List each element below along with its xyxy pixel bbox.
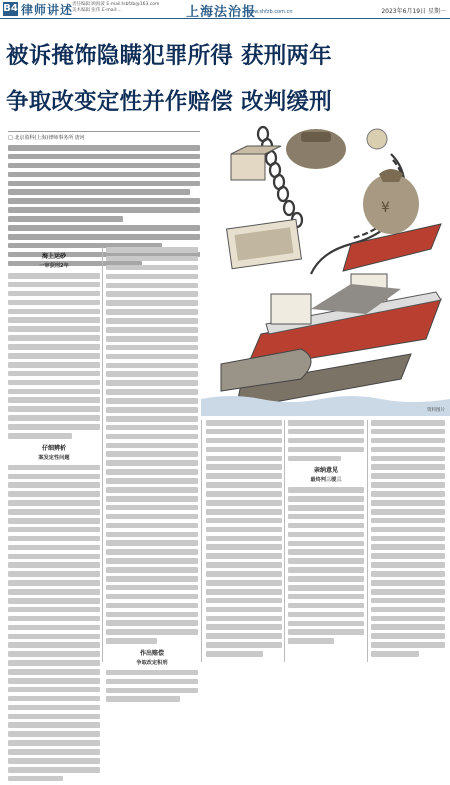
subhead-3b: 争取改定积刑	[136, 659, 168, 666]
article-column-3	[206, 420, 282, 660]
headline-line-2: 争取改变定性并作赔偿 改判缓刑	[6, 89, 332, 115]
article-column-2	[106, 247, 198, 705]
subhead-3: 作出赔偿	[139, 649, 164, 657]
subhead-4b: 最终判三缓三	[310, 477, 342, 484]
article-column-5	[371, 420, 445, 660]
headline-line-1: 被诉掩饰隐瞒犯罪所得 获刑两年	[6, 43, 332, 69]
subhead-1: 海上运砂	[41, 253, 66, 260]
newspaper-logo: 上海法治报	[186, 5, 257, 20]
mine-cart-icon	[227, 146, 302, 269]
issue-date: 2023年6月19日 星期一	[381, 8, 446, 15]
illustration-credit: 资料图片	[427, 408, 445, 413]
masthead	[0, 0, 450, 19]
section-title: 律师讲述	[21, 3, 74, 17]
page-number: B4	[3, 3, 18, 14]
money-bag-icon	[286, 129, 419, 234]
site-url: www.shfzb.com.cn	[246, 9, 293, 15]
subhead-2: 仔细辨析	[41, 444, 66, 452]
byline: □ 北京盈科(上海)律师事务所 唐河	[8, 131, 200, 141]
subhead-4: 亲纳意见	[313, 467, 338, 475]
article-column-4	[288, 420, 364, 647]
illustration	[201, 124, 450, 416]
editor-info	[72, 2, 159, 14]
subhead-2b: 案发定性问题	[38, 454, 70, 461]
subhead-1b: 一审获刑2年	[39, 263, 69, 269]
svg-text:¥: ¥	[381, 200, 390, 216]
article-column-1	[8, 247, 100, 785]
editor-line-2: 美术编辑 张伟 E-mail:...	[72, 8, 122, 13]
editor-line-1: 责任编辑 顾海波 E-mail:lsbfzb@163.com	[72, 2, 160, 7]
